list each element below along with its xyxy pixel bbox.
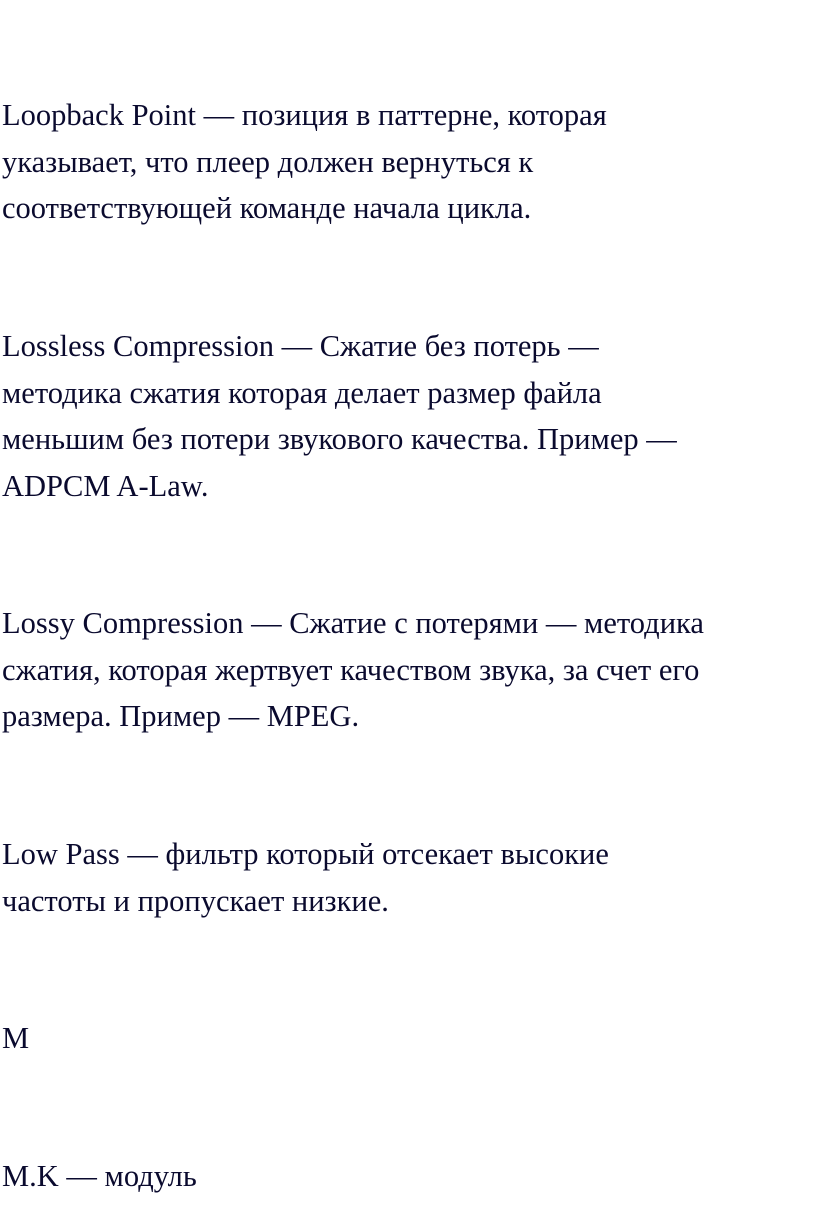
text-line: ADPCM A-Law. bbox=[2, 468, 209, 503]
glossary-entry-low-pass bbox=[2, 831, 814, 924]
text-line: Lossless Compression — Сжатие без потерь — bbox=[2, 329, 599, 363]
section-letter-heading bbox=[2, 1015, 814, 1062]
glossary-entry-loopback-point bbox=[2, 92, 814, 232]
glossary-entry-lossy-compression bbox=[2, 600, 814, 740]
text-line: частоты и пропускает низкие. bbox=[2, 883, 389, 918]
text-line: Low Pass — фильтр который отсекает высокие bbox=[2, 837, 609, 871]
text-line: меньшим без потери звукового качества. Пример — bbox=[2, 422, 677, 456]
text-line: M.K — модуль bbox=[2, 1159, 197, 1193]
text-line: указывает, что плеер должен вернуться к bbox=[2, 144, 534, 179]
text-line: M bbox=[2, 1021, 30, 1055]
text-line: сжатия, которая жертвует качеством звука, за счет его bbox=[2, 652, 700, 687]
text-line: соответствующей команде начала цикла. bbox=[2, 191, 532, 225]
text-line: размера. Пример — MPEG. bbox=[2, 699, 360, 733]
text-line: Lossy Compression — Сжатие с потерями — методика bbox=[2, 606, 704, 640]
text-line: методика сжатия которая делает размер файла bbox=[2, 375, 602, 410]
glossary-entry-lossless-compression bbox=[2, 323, 814, 509]
glossary-entry-mk bbox=[2, 1153, 814, 1200]
text-line: Loopback Point — позиция в паттерне, которая bbox=[2, 98, 607, 132]
